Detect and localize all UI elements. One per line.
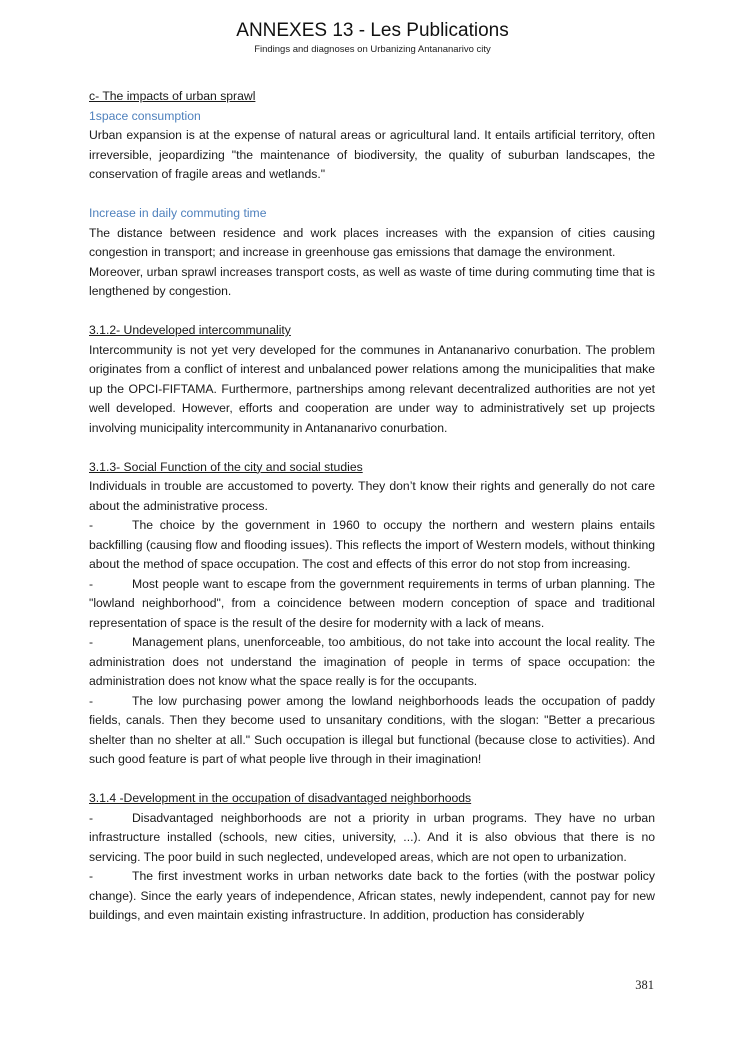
section-heading-social-function: 3.1.3- Social Function of the city and social studies [89,459,363,474]
spacer [89,302,655,322]
bullet-dash: - [89,518,94,532]
subheading-space-consumption: 1space consumption [89,108,201,123]
bullet-item [89,575,655,634]
subheading-commuting-time: Increase in daily commuting time [89,206,267,220]
paragraph-space-consumption: Urban expansion is at the expense of natural areas or agricultural land. It entails artificial territory, often irreversible, jeopardizing "the maintenance of biodiversity, the quality of suburban landscapes, the conservation of fragile areas and wetlands." [89,128,655,181]
header-title: ANNEXES 13 - Les Publications [236,20,509,41]
bullet-text: The choice by the government in 1960 to occupy the northern and western plains entails backfilling (causing flow and flooding issues). This reflects the import of Western models, without thinking about the method of space occupation. The cost and effects of this error do not stop from increasing. [89,518,655,571]
bullet-dash: - [89,576,94,591]
page-header [0,19,745,56]
spacer [89,185,655,205]
paragraph-commuting-distance: The distance between residence and work places increases with the expansion of cities causing congestion in transport; and increase in greenhouse gas emissions that damage the environment. [89,225,655,259]
section-heading-intercommunality: 3.1.2- Undeveloped intercommunality [89,323,291,337]
bullet-item [89,633,655,692]
header-subtitle: Findings and diagnoses on Urbanizing Antananarivo city [254,44,491,55]
section-heading-disadvantaged-neighborhoods: 3.1.4 -Development in the occupation of disadvantaged neighborhoods [89,791,472,805]
bullet-dash: - [89,869,94,883]
bullet-dash: - [89,693,94,708]
paragraph-social-intro: Individuals in trouble are accustomed to poverty. They don’t know their rights and generally do not care about the administrative process. [89,479,655,513]
bullet-dash: - [89,635,94,649]
bullet-dash: - [89,810,94,825]
bullet-text: Management plans, unenforceable, too ambitious, do not take into account the local reality. The administration does not understand the imagination of people in terms of space occupation: the administration does not know what the space really is for the occupants. [89,635,655,688]
spacer [89,438,655,458]
paragraph-commuting-costs: Moreover, urban sprawl increases transport costs, as well as waste of time during commuting time that is lengthened by congestion. [89,264,655,298]
page-number: 381 [635,978,654,992]
section-heading-urban-sprawl: c- The impacts of urban sprawl [89,89,256,103]
bullet-text: Most people want to escape from the government requirements in terms of urban planning. The "lowland neighborhood", from a coincidence between modern conception of space and traditional representation of space is the result of the desire for modernity with a lack of means. [89,576,655,630]
bullet-text: The low purchasing power among the lowland neighborhoods leads the occupation of paddy fields, canals. Then they become used to unsanitary conditions, with the slogan: "Better a precarious shelter than no shelter at all." Such occupation is illegal but functional (because close to activities). And such good feature is part of what people live through in their imagination! [89,693,655,766]
bullet-text: The first investment works in urban networks date back to the forties (with the postwar policy change). Since the early years of independence, African states, newly independent, cannot pay for new buildings, and even maintain existing infrastructure. In addition, production has considerably [89,869,655,922]
paragraph-intercommunality: Intercommunity is not yet very developed for the communes in Antananarivo conurbation. The problem originates from a conflict of interest and unbalanced power relations among the municipalities that make up the OPCI-FIFTAMA. Furthermore, partnerships among relevant decentralized authorities are not yet well developed. However, efforts and cooperation are under way to administratively set up projects involving municipality intercommunity in Antananarivo conurbation. [89,342,655,435]
bullet-text: Disadvantaged neighborhoods are not a priority in urban programs. They have no urban infrastructure installed (schools, new cities, university, ...). And it is also obvious that there is no servicing. The poor build in such neglected, undeveloped areas, which are not open to urbanization. [89,810,655,864]
bullet-item [89,809,655,868]
bullet-item [89,867,655,926]
bullet-item [89,516,655,575]
document-body [89,87,655,926]
spacer [89,770,655,790]
bullet-item [89,692,655,770]
